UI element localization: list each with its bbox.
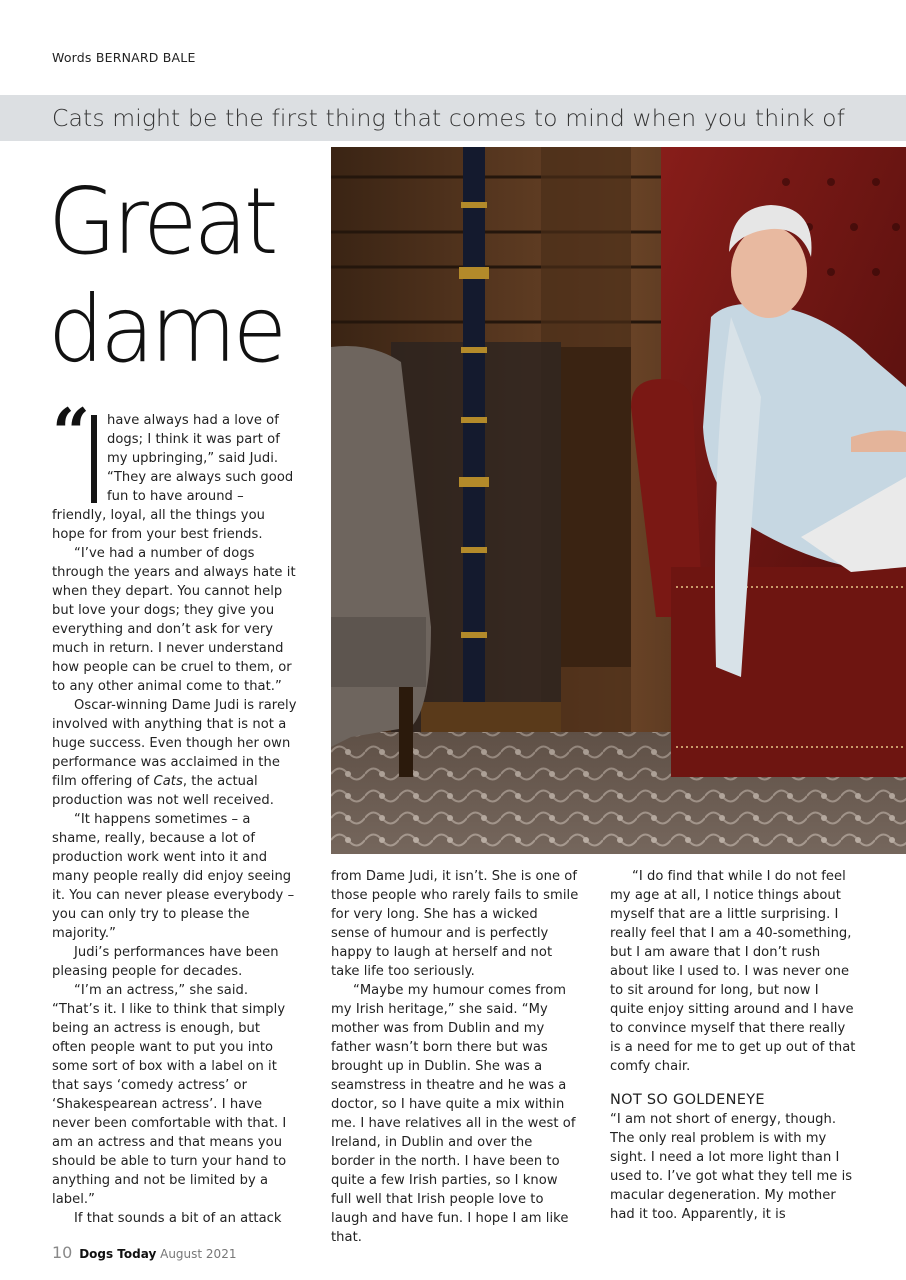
subheading: NOT SO GOLDENEYE [610, 1092, 765, 1108]
headline-line-1: Great [48, 168, 275, 275]
byline: Words BERNARD BALE [52, 50, 196, 65]
film-title: Cats [153, 774, 183, 789]
text-column-2 [331, 867, 579, 1247]
paragraph: “I am not short of energy, though. The only real problem is with my sight. I need a lot more light than I used to. I’ve got what they tell me is macular degeneration. My mother had it too. Apparently, it is [610, 1112, 853, 1222]
issue-date: August 2021 [160, 1247, 237, 1261]
drop-cap [52, 394, 103, 506]
strapline-bar [0, 95, 906, 141]
paragraph: “It happens sometimes – a shame, really, because a lot of production work went into it and many people really did enjoy seeing it. You can never please everybody – you can only try to please the majority.” [52, 812, 295, 941]
portrait-photo [331, 147, 906, 854]
paragraph: “I do find that while I do not feel my age at all, I notice things about myself that are a little surprising. I really feel that I am a 40-something, but I am aware that I don’t rush about like I used to. I was never one to sit around for long, but now I quite enjoy sitting around and I have to convince myself that there really is a need for me to get up out of that comfy chair. [610, 869, 856, 1074]
magazine-name: Dogs Today [79, 1247, 157, 1261]
paragraph: “I’ve had a number of dogs through the years and always hate it when they depart. You cannot help but love your dogs; they give you everything and don’t ask for very much in return. I never understand how people can be cruel to them, or to any other animal come to that.” [52, 546, 296, 694]
drop-cap-letter [91, 415, 97, 503]
quote-mark-icon: “ [52, 394, 91, 472]
strapline-text: Cats might be the first thing that comes to mind when you think of [52, 104, 845, 132]
paragraph: “I’m an actress,” she said. “That’s it. I like to think that simply being an actress is enough, but often people want to put you into some sort of box with a label on it that says ‘comedy actress’ or ‘Shakespearean actress’. I have never been comfortable with that. I am an actress and that means you should be able to turn your hand to anything and not be limited by a label.” [52, 983, 287, 1207]
paragraph: from Dame Judi, it isn’t. She is one of those people who rarely fails to smile for very long. She has a wicked sense of humour and is perfectly happy to laugh at herself and not take life too seriously. [331, 869, 579, 979]
paragraph [52, 696, 298, 810]
headline [48, 168, 317, 384]
text-column-1 [52, 394, 298, 1228]
page-number: 10 [52, 1243, 73, 1262]
paragraph: If that sounds a bit of an attack [74, 1211, 282, 1226]
paragraph-text: , the actual production was not well received. [52, 774, 274, 808]
paragraph: Judi’s performances have been pleasing people for decades. [52, 945, 279, 979]
paragraph-text: Oscar-winning Dame Judi is rarely involved with anything that is not a huge success. Even though her own performance was acclaimed in the film offering of [52, 698, 297, 789]
paragraph: “Maybe my humour comes from my Irish heritage,” she said. “My mother was from Dublin and my father wasn’t born there but was brought up in Dublin. She was a seamstress in theatre and he was a doctor, so I have quite a mix within me. I have relatives all in the west of Ireland, in Dublin and over the border in the north. I have been to quite a few Irish parties, so I know full well that Irish people love to laugh and have fun. I hope I am like that. [331, 983, 576, 1245]
headline-line-2: dame [48, 276, 284, 383]
page-footer [52, 1243, 236, 1262]
paragraph: have always had a love of dogs; I think it was part of my upbringing,” said Judi. “They are always such good fun to have around – friendly, loyal, all the things you hope for from your best friends. [52, 413, 294, 542]
text-column-3 [610, 867, 856, 1224]
